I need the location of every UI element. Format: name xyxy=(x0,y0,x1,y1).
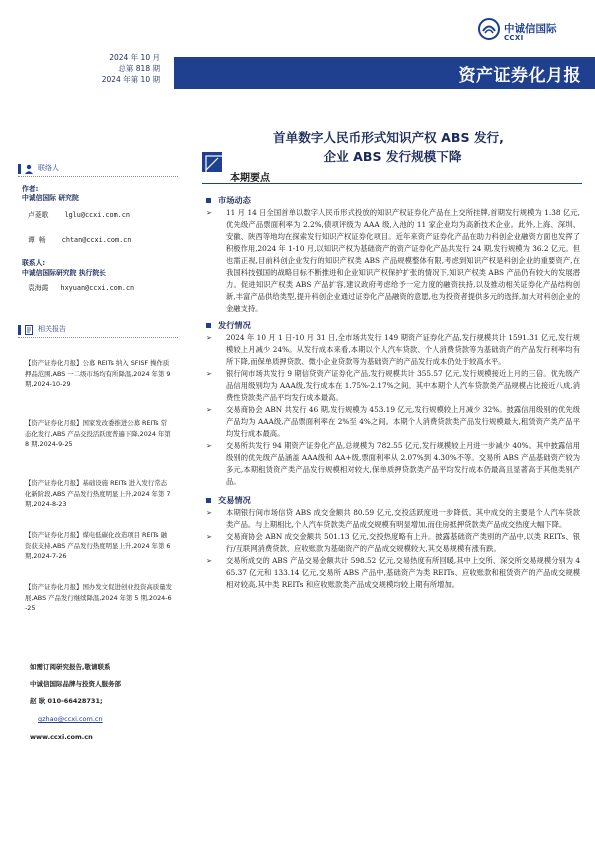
heading-accent-bar xyxy=(18,325,21,335)
contacts-heading xyxy=(18,162,178,174)
related-report-link[interactable]: 【资产证券化月报】煤电低碳化改造项目 REITs 融资获支持,ABS 产品发行热度明显上升,2024 年第 6 期,2024-7-26 xyxy=(25,531,171,561)
section-heading xyxy=(206,494,582,507)
author-email[interactable]: chtan@ccxi.com.cn xyxy=(61,236,132,244)
section-paragraph xyxy=(202,368,582,404)
related-reports-heading xyxy=(18,323,178,335)
arrow-bullet-icon: ➢ xyxy=(206,369,213,378)
author-name: 卢菱歌 xyxy=(28,211,49,219)
arrow-bullet-icon: ➢ xyxy=(206,441,213,450)
contacts-heading-label: 联络人 xyxy=(38,164,59,172)
related-reports-heading-label: 相关报告 xyxy=(38,325,66,333)
ccxi-logo-mark-icon xyxy=(478,18,500,40)
contact-name: 袁海霞 xyxy=(28,284,49,292)
dept-line: 中诚信国际品牌与投资人服务部 xyxy=(30,680,121,688)
issue-total: 总第 818 期 xyxy=(118,64,160,73)
contact-org: 中诚信国际研究院 执行院长 xyxy=(22,269,106,277)
section-trading xyxy=(202,494,582,591)
issue-number: 2024 年第 10 期 xyxy=(101,75,160,84)
document-icon xyxy=(24,325,34,335)
related-report-link[interactable]: 【资产证券化月报】国办发文促进创业投资高质量发展,ABS 产品发行继续降温,2024 年第 5 期,2024-6-25 xyxy=(25,583,172,613)
section-title: 市场动态 xyxy=(218,195,251,205)
section-bullet-square xyxy=(206,198,211,203)
brand-name-en: CCXI xyxy=(504,34,524,42)
section-paragraph xyxy=(202,207,582,315)
report-title: 资产证券化月报 xyxy=(458,66,581,86)
headline xyxy=(200,128,595,166)
section-market xyxy=(202,194,582,315)
section-heading xyxy=(206,194,582,207)
arrow-bullet-icon: ➢ xyxy=(206,556,213,565)
section-title: 交易情况 xyxy=(218,495,251,505)
headline-line-2: 企业 ABS 发行规模下降 xyxy=(323,149,462,164)
paragraph-text: 交易商协会 ABN 共发行 46 期,发行规模为 453.19 亿元,发行规模较上月减少 32%。披露信用级别的优先级产品均为 AAA级,产品票面利率在 2%至 4%之间。本期个人消费贷款类产品发行规模最大,租赁资产类产品平均发行成本最高。 xyxy=(226,405,580,438)
contact-email[interactable]: hxyuan@ccxi.com.cn xyxy=(60,284,135,292)
section-bullet-square xyxy=(206,323,211,328)
summary-heading-bar xyxy=(202,168,582,184)
subscribe-line: 如需订阅研究报告,敬请联系 xyxy=(30,663,111,671)
arrow-bullet-icon: ➢ xyxy=(206,333,213,342)
arrow-bullet-icon: ➢ xyxy=(206,405,213,414)
arrow-bullet-icon: ➢ xyxy=(206,532,213,541)
phone-line: 赵 耿 010-66428731; xyxy=(30,697,103,705)
title-band xyxy=(174,57,595,89)
paragraph-text: 交易商协会 ABN 成交金额共 501.13 亿元,交投热度略有上升。披露基础资产类别的产品中,以类 REITs、银行/互联网消费贷款、应收账款为基础资产的产品成交规模较大,其交易规模有涨有跌。 xyxy=(226,532,580,553)
paragraph-text: 银行间市场共发行 9 期信贷资产证券化产品,发行规模共计 355.57 亿元,发行规模接近上月的三倍。优先级产品信用级别均为 AAA级,发行成本在 1.75%-2.17%之间。其中本期个人汽车贷款类产品规模占比接近八成,消费性贷款类产品平均发行成本最高。 xyxy=(226,369,580,402)
headline-line-1: 首单数字人民币形式知识产权 ABS 发行, xyxy=(273,130,504,145)
divider xyxy=(18,176,178,177)
section-heading xyxy=(206,319,582,332)
contact-row xyxy=(28,282,134,292)
issue-info xyxy=(60,52,160,85)
authors-org: 中诚信国际 研究院 xyxy=(22,194,79,202)
arrow-bullet-icon: ➢ xyxy=(206,208,213,217)
brand-name: 中诚信国际 xyxy=(504,23,557,35)
divider xyxy=(18,337,178,338)
paragraph-text: 11 月 14 日全国首单以数字人民币形式投放的知识产权证券化产品在上交所挂牌,首期发行规模为 1.38 亿元,优先级产品票面利率为 2.2%,债项评级为 AAA 级,入池的 11 家企业均为高新技术企业。此外,上海、深圳、安徽、陕西等地均在探索发行知识产权证券化项目。近年来资产证券化产品在助力科创企业融资方面也发挥了积极作用,2024 年 1-10 月,以知识产权为基础资产的资产证券化产品共发行 24 期,发行规模为 36.2 亿元。但也需正视,目前科创企业发行的知识产权类 ABS 产品规模整体有限,考虑到知识产权是科创企业的重要资产,在我国科技强国的战略目标不断推进和企业知识产权保护扩张的情况下,知识产权类 ABS 产品仍有较大的发展潜力。促进知识产权类 ABS 产品扩容,建议政府考虑给予一定力度的融资扶持,以及推动相关证券化产品结构创新,丰富产品供给类型,提升科创企业通过证券化产品融资的意愿,也为投资者提供多元的选择,加大对科创企业的金融支持。 xyxy=(226,208,580,313)
paragraph-text: 2024 年 10 月 1 日-10 月 31 日,全市场共发行 149 期资产证券化产品,发行规模共计 1591.31 亿元,发行规模较上月减少 24%。从发行成本来看,本期以个人汽车贷款、个人消费贷款等为基础资产的产品发行利率均有所下降,而保单质押贷款、微小企业贷款等为基础资产的产品发行成本仍处于较高水平。 xyxy=(226,333,580,366)
author-row xyxy=(28,209,130,219)
section-bullet-square xyxy=(206,498,211,503)
section-paragraph xyxy=(202,332,582,368)
author-email[interactable]: lglu@ccxi.com.cn xyxy=(64,211,130,219)
section-paragraph xyxy=(202,507,582,531)
paragraph-text: 交易所共发行 94 期资产证券化产品,总规模为 782.55 亿元,发行规模较上月进一步减少 40%。其中披露信用级别的优先级产品涵盖 AAA级和 AA+级,票面利率从 2.07%到 4.30%不等。交易所 ABS 产品基础资产较为多元,本期租赁资产类产品发行规模相对较大,保单质押贷款类产品平均发行成本仍最高且显著高于其他类别产品。 xyxy=(226,441,580,486)
authors-label: 作者: xyxy=(22,185,39,193)
section-paragraph xyxy=(202,404,582,440)
author-row xyxy=(28,234,131,244)
section-paragraph xyxy=(202,555,582,591)
website-link[interactable]: www.ccxi.com.cn xyxy=(30,733,93,741)
contact-label: 联系人: xyxy=(22,259,46,267)
section-issuance xyxy=(202,319,582,488)
heading-accent-bar xyxy=(18,164,21,174)
related-report-link[interactable]: 【资产证券化月报】公募 REITs 纳入 SFISF 操作质押品范围,ABS 一二级市场均有所降温,2024 年第 9 期,2024-10-29 xyxy=(25,359,171,389)
related-report-link[interactable]: 【资产证券化月报】基础设施 REITs 进入发行常态化新阶段,ABS 产品发行热度明显上升,2024 年第 7 期,2024-8-23 xyxy=(25,479,171,509)
paragraph-text: 本期银行间市场信贷 ABS 成交金额共 80.59 亿元,交投活跃度进一步降低。其中成交的主要是个人汽车贷款类产品。与上期相比,个人汽车贷款类产品成交规模有明显增加,而住房抵押贷款类产品成交热度大幅下降。 xyxy=(226,508,580,529)
section-paragraph xyxy=(202,531,582,555)
summary-heading: 本期要点 xyxy=(230,173,270,184)
paragraph-text: 交易所成交的 ABS 产品交易金额共计 598.52 亿元,交易热度有所回暖,其中上交所、深交所交易规模分别为 465.37 亿元和 133.14 亿元,交易所 ABS 产品中,基础资产为类 REITs、应收账款和租赁资产的产品成交规模相对较高,其中类 REITs 和应收账款类产品成交规模均较上期有所增加。 xyxy=(226,556,580,589)
author-name: 谭 畅 xyxy=(28,236,46,244)
issue-date: 2024 年 10 月 xyxy=(109,53,160,62)
section-title: 发行情况 xyxy=(218,320,251,330)
person-icon xyxy=(24,164,34,174)
subscribe-email-link[interactable]: gzhao@ccxi.com.cn xyxy=(38,715,103,723)
ccxi-logo xyxy=(478,18,578,52)
section-paragraph xyxy=(202,440,582,488)
arrow-bullet-icon: ➢ xyxy=(206,508,213,517)
main-content xyxy=(202,186,582,591)
related-report-link[interactable]: 【资产证券化月报】国家发改委推进公募 REITs 常态化发行,ABS 产品交投活跃度普遍下降,2024 年第 8 期,2024-9-25 xyxy=(25,419,171,449)
